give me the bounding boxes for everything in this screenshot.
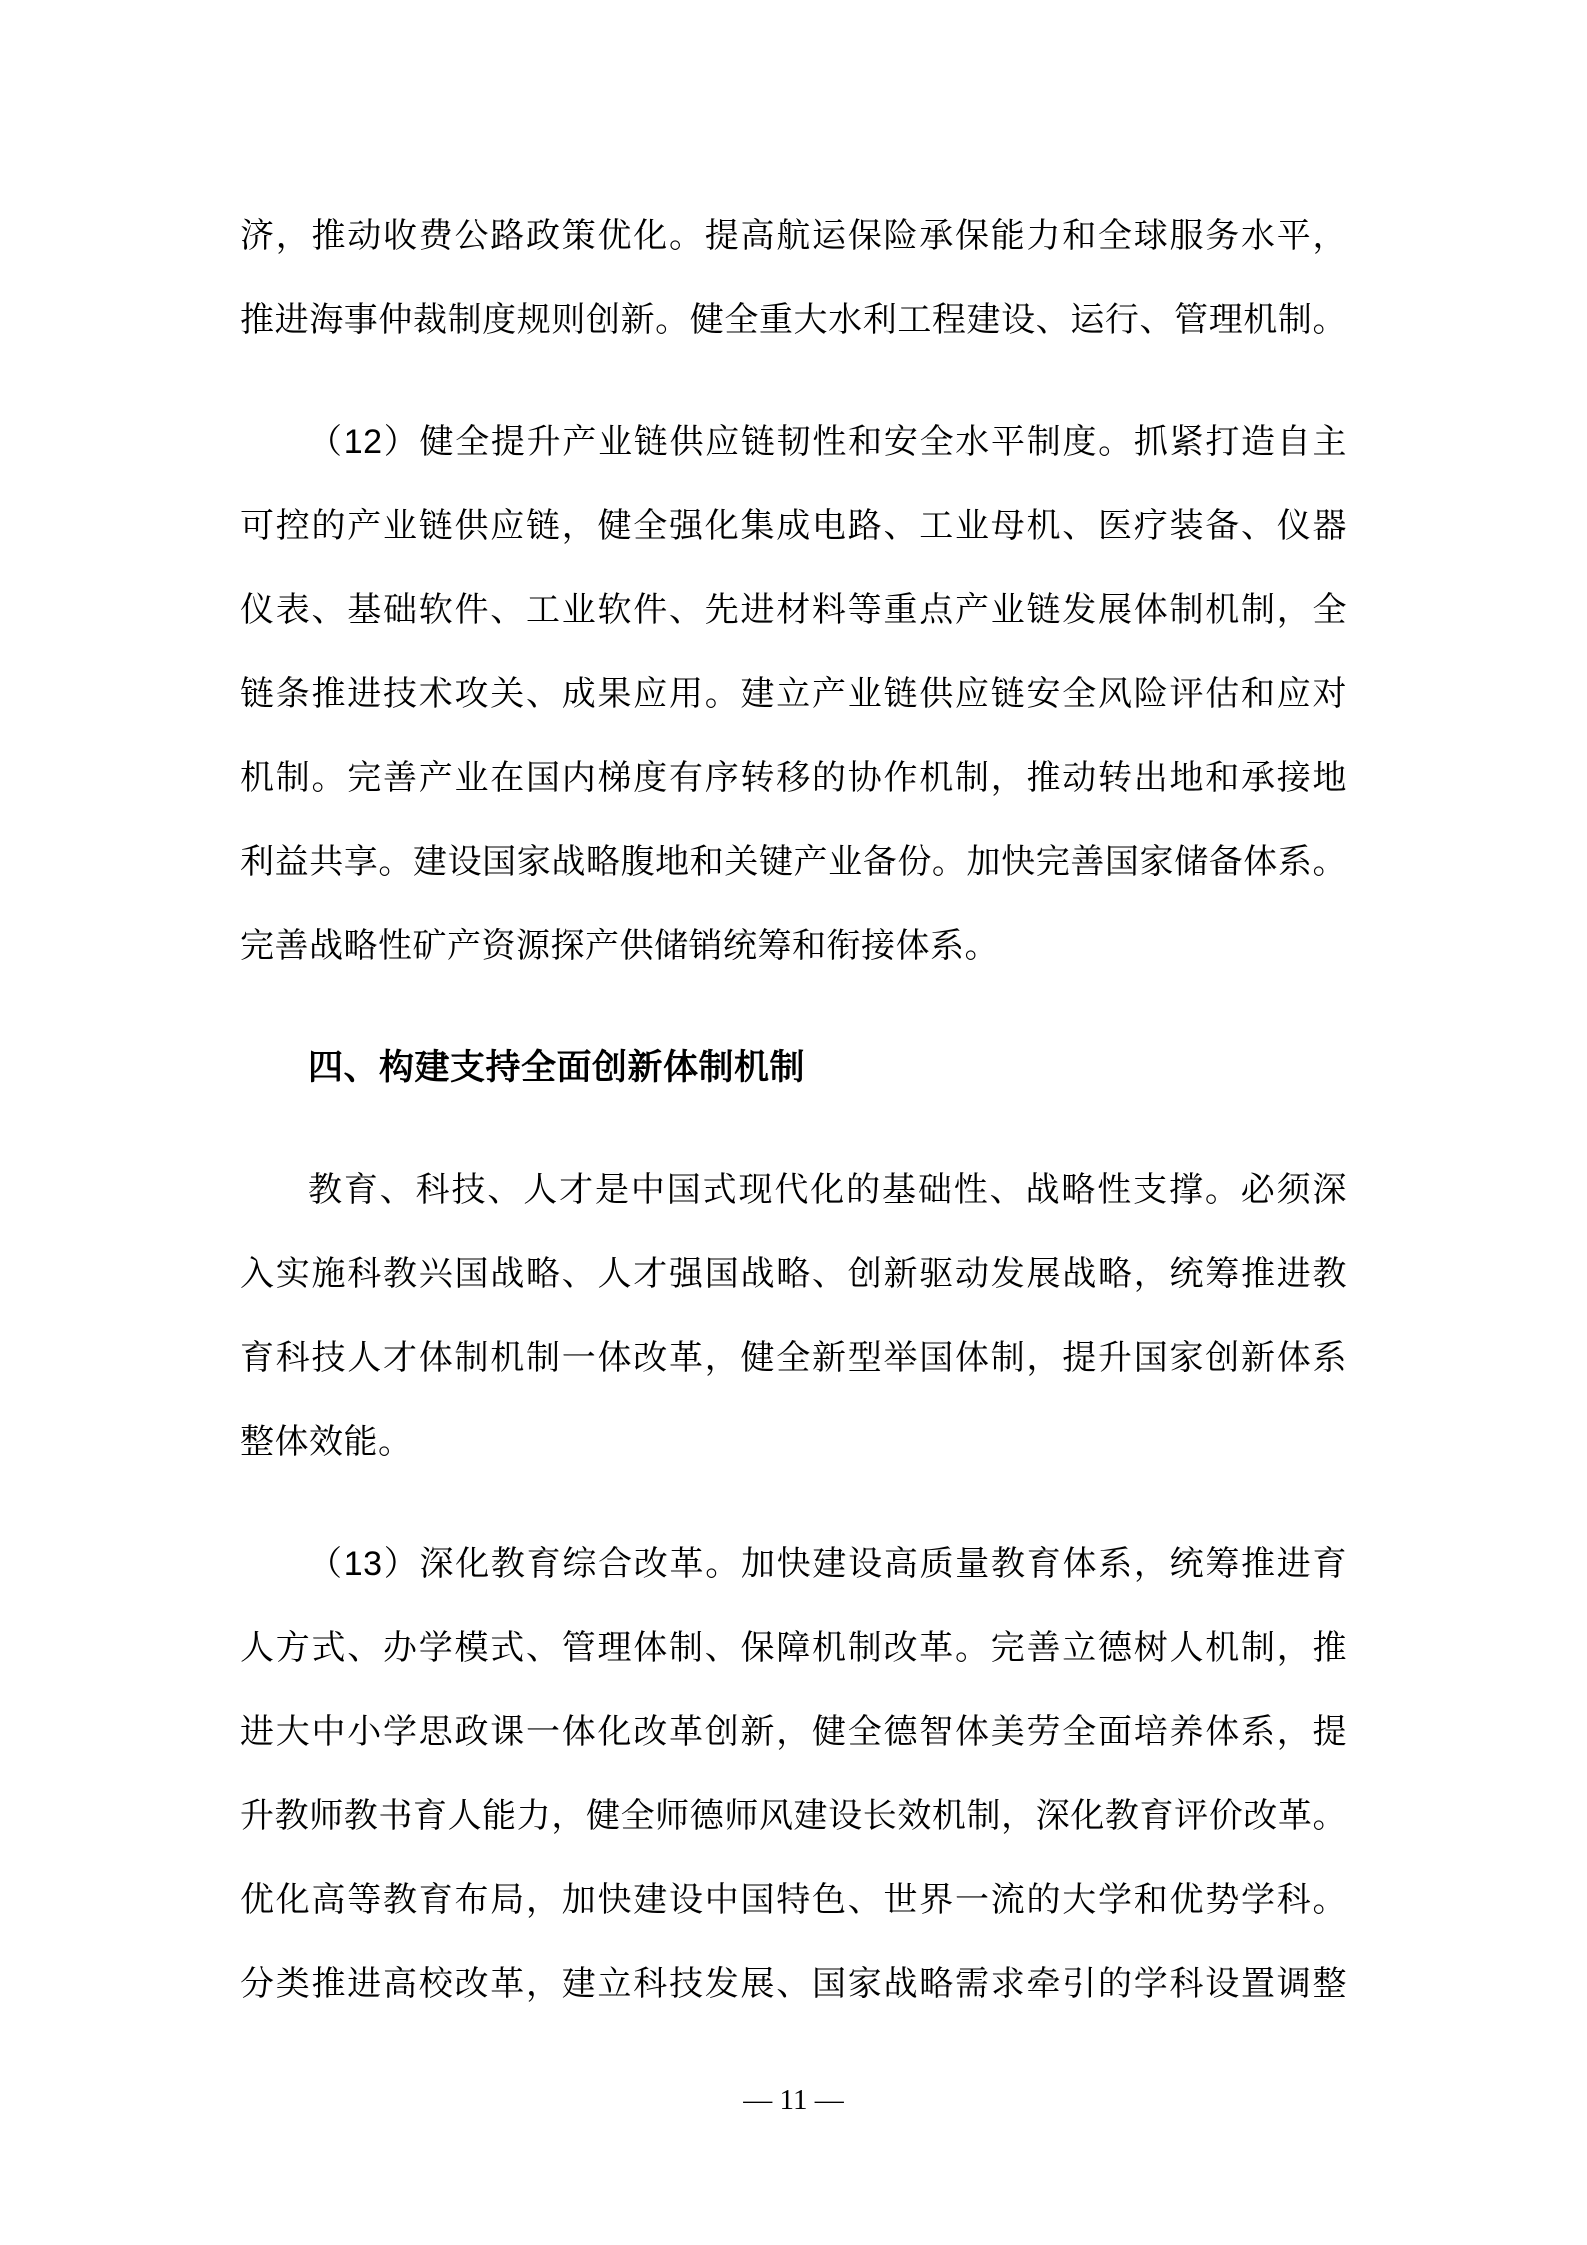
section-heading xyxy=(240,1026,1347,1110)
text-line: 人方式、办学模式、管理体制、保障机制改革。完善立德树人机制，推 xyxy=(240,1629,1347,1667)
text-line: 育科技人才体制机制一体改革，健全新型举国体制，提升国家创新体系 xyxy=(240,1339,1347,1377)
text-line: 利益共享。建设国家战略腹地和关键产业备份。加快完善国家储备体系。 xyxy=(240,843,1347,881)
text-line: 优化高等教育布局，加快建设中国特色、世界一流的大学和优势学科。 xyxy=(240,1881,1347,1919)
paragraph-intro xyxy=(240,1148,1347,1484)
text-line: 可控的产业链供应链，健全强化集成电路、工业母机、医疗装备、仪器 xyxy=(240,507,1347,545)
paragraph-carryover xyxy=(240,194,1347,362)
text-line: 入实施科教兴国战略、人才强国战略、创新驱动发展战略，统筹推进教 xyxy=(240,1255,1347,1293)
text-line: 教育、科技、人才是中国式现代化的基础性、战略性支撑。必须深 xyxy=(308,1171,1347,1209)
text-line: 济，推动收费公路政策优化。提高航运保险承保能力和全球服务水平， xyxy=(240,217,1347,255)
text-line: 完善战略性矿产资源探产供储销统筹和衔接体系。 xyxy=(240,927,999,965)
paragraph-item-12 xyxy=(240,400,1347,988)
text-line: 整体效能。 xyxy=(240,1423,413,1461)
paragraph-item-13 xyxy=(240,1522,1347,2026)
text-line: 仪表、基础软件、工业软件、先进材料等重点产业链发展体制机制，全 xyxy=(240,591,1347,629)
text-line: 分类推进高校改革，建立科技发展、国家战略需求牵引的学科设置调整 xyxy=(240,1965,1347,2003)
text-line: 推进海事仲裁制度规则创新。健全重大水利工程建设、运行、管理机制。 xyxy=(240,301,1347,339)
text-line: 进大中小学思政课一体化改革创新，健全德智体美劳全面培养体系，提 xyxy=(240,1713,1347,1751)
text-line: 链条推进技术攻关、成果应用。建立产业链供应链安全风险评估和应对 xyxy=(240,675,1347,713)
section-heading-text: 四、构建支持全面创新体制机制 xyxy=(308,1048,806,1087)
text-line: 机制。完善产业在国内梯度有序转移的协作机制，推动转出地和承接地 xyxy=(240,759,1347,797)
document-body xyxy=(240,194,1347,2026)
page-number: — 11 — xyxy=(743,2084,844,2116)
text-line: （13）深化教育综合改革。加快建设高质量教育体系，统筹推进育 xyxy=(308,1545,1347,1583)
text-line: 升教师教书育人能力，健全师德师风建设长效机制，深化教育评价改革。 xyxy=(240,1797,1347,1835)
text-line: （12）健全提升产业链供应链韧性和安全水平制度。抓紧打造自主 xyxy=(308,423,1347,461)
